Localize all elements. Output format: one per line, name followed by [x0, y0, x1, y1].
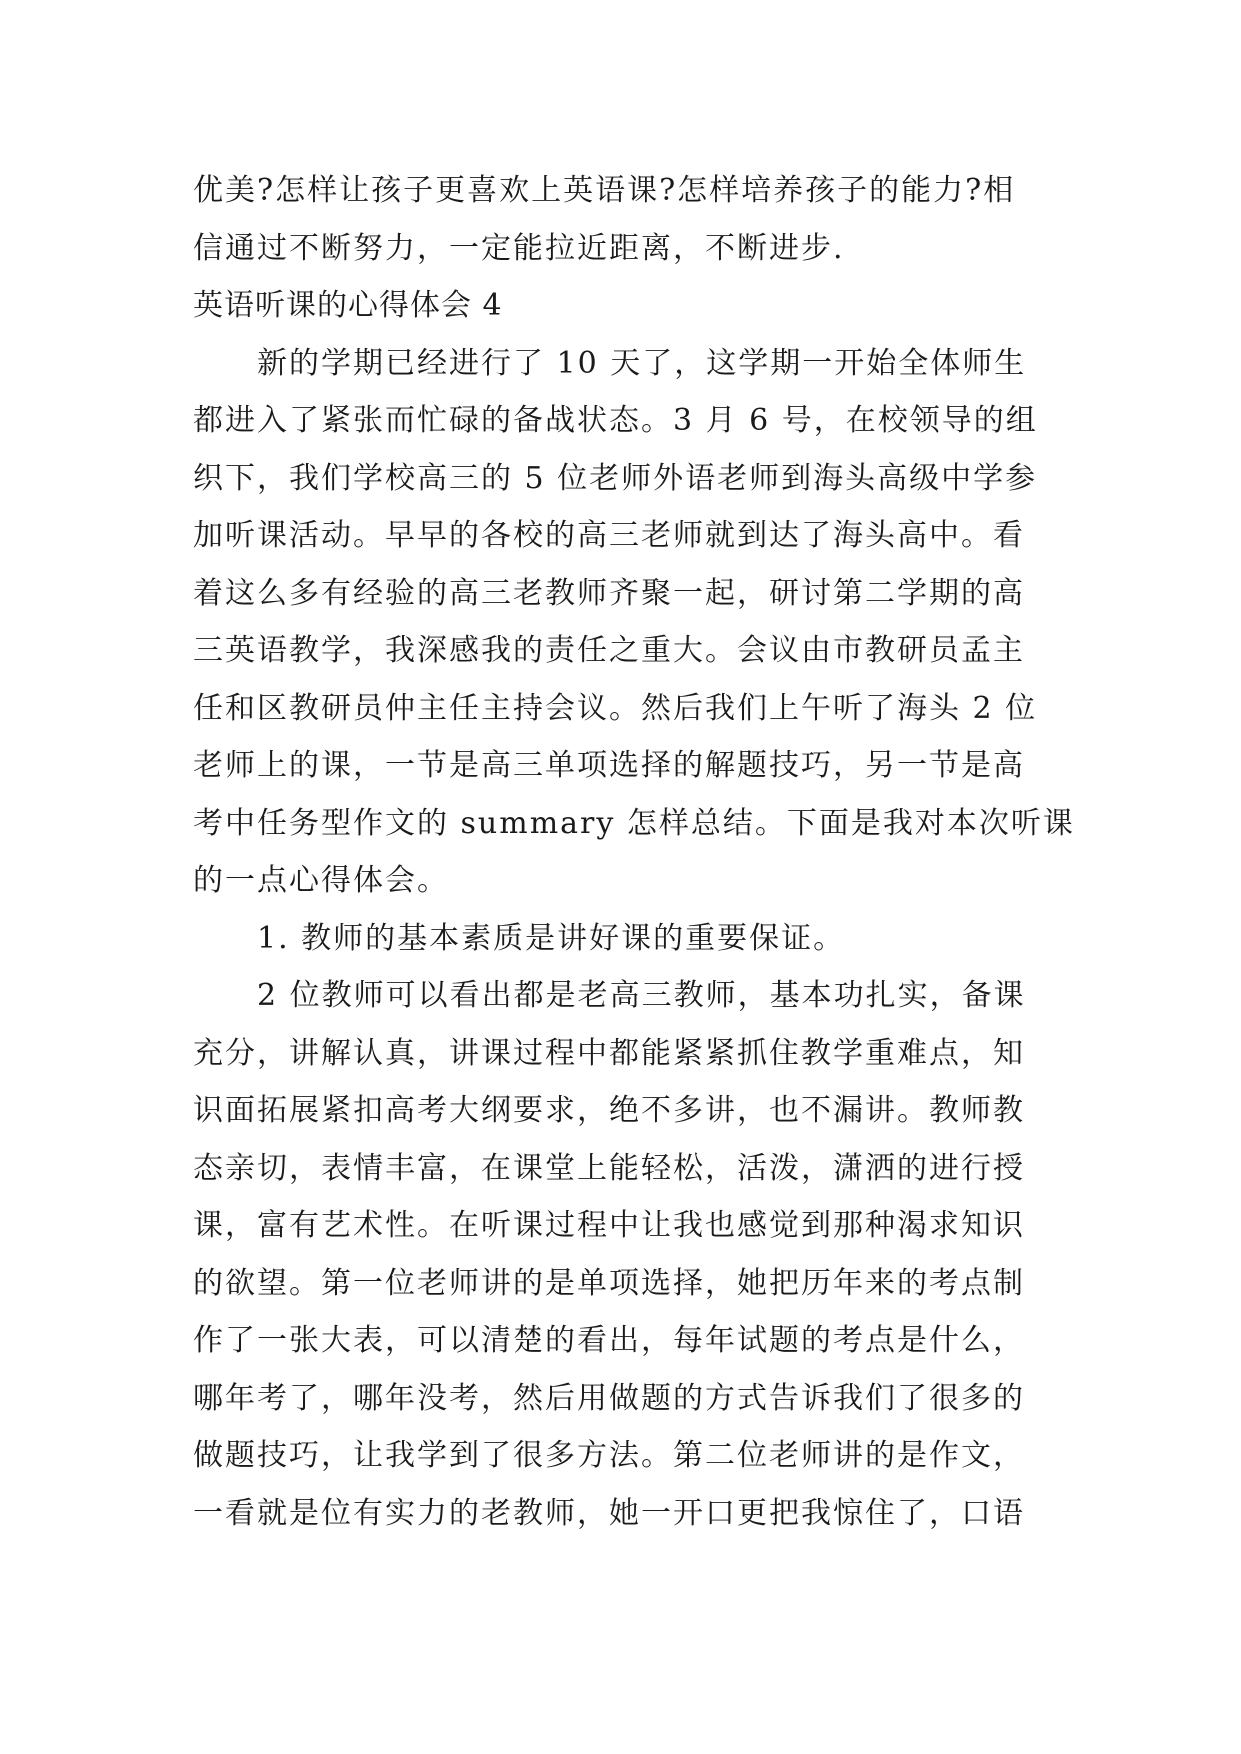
text-line: 哪年考了，哪年没考，然后用做题的方式告诉我们了很多的 — [193, 1380, 1025, 1416]
text-line: 的一点心得体会。 — [193, 863, 449, 898]
text-line: 识面拓展紧扣高考大纲要求，绝不多讲，也不漏讲。教师教 — [193, 1093, 1025, 1128]
text-line: 着这么多有经验的高三老教师齐聚一起，研讨第二学期的高 — [193, 575, 1025, 611]
text-line: 信通过不断努力，一定能拉近距离，不断进步. — [193, 230, 845, 266]
text-line: 的欲望。第一位老师讲的是单项选择，她把历年来的考点制 — [193, 1265, 1025, 1301]
text-line: 老师上的课，一节是高三单项选择的解题技巧，另一节是高 — [193, 748, 1025, 783]
point-heading: 1. 教师的基本素质是讲好课的重要保证。 — [257, 920, 846, 956]
text-line: 任和区教研员仲主任主持会议。然后我们上午听了海头 2 位 — [193, 690, 1038, 726]
text-line: 态亲切，表情丰富，在课堂上能轻松，活泼，潇洒的进行授 — [193, 1150, 1025, 1186]
text-line: 优美?怎样让孩子更喜欢上英语课?怎样培养孩子的能力?相 — [193, 173, 1016, 208]
text-line: 都进入了紧张而忙碌的备战状态。3 月 6 号，在校领导的组 — [193, 403, 1038, 438]
text-line: 考中任务型作文的 summary 怎样总结。下面是我对本次听课 — [193, 805, 1075, 841]
text-line: 织下，我们学校高三的 5 位老师外语老师到海头高级中学参 — [193, 460, 1038, 496]
section-heading: 英语听课的心得体会 4 — [193, 288, 503, 323]
text-line: 三英语教学，我深感我的责任之重大。会议由市教研员孟主 — [193, 633, 1025, 668]
document-page — [193, 162, 1075, 1542]
text-line: 新的学期已经进行了 10 天了，这学期一开始全体师生 — [257, 345, 1027, 381]
text-line: 2 位教师可以看出都是老高三教师，基本功扎实，备课 — [257, 978, 1026, 1013]
text-line: 作了一张大表，可以清楚的看出，每年试题的考点是什么， — [193, 1323, 1025, 1358]
text-line: 课，富有艺术性。在听课过程中让我也感觉到那种渴求知识 — [193, 1208, 1025, 1243]
text-line: 充分，讲解认真，讲课过程中都能紧紧抓住教学重难点，知 — [193, 1035, 1025, 1071]
text-line: 做题技巧，让我学到了很多方法。第二位老师讲的是作文， — [193, 1438, 1025, 1473]
text-line: 加听课活动。早早的各校的高三老师就到达了海头高中。看 — [193, 518, 1025, 553]
text-line: 一看就是位有实力的老教师，她一开口更把我惊住了，口语 — [193, 1495, 1025, 1531]
